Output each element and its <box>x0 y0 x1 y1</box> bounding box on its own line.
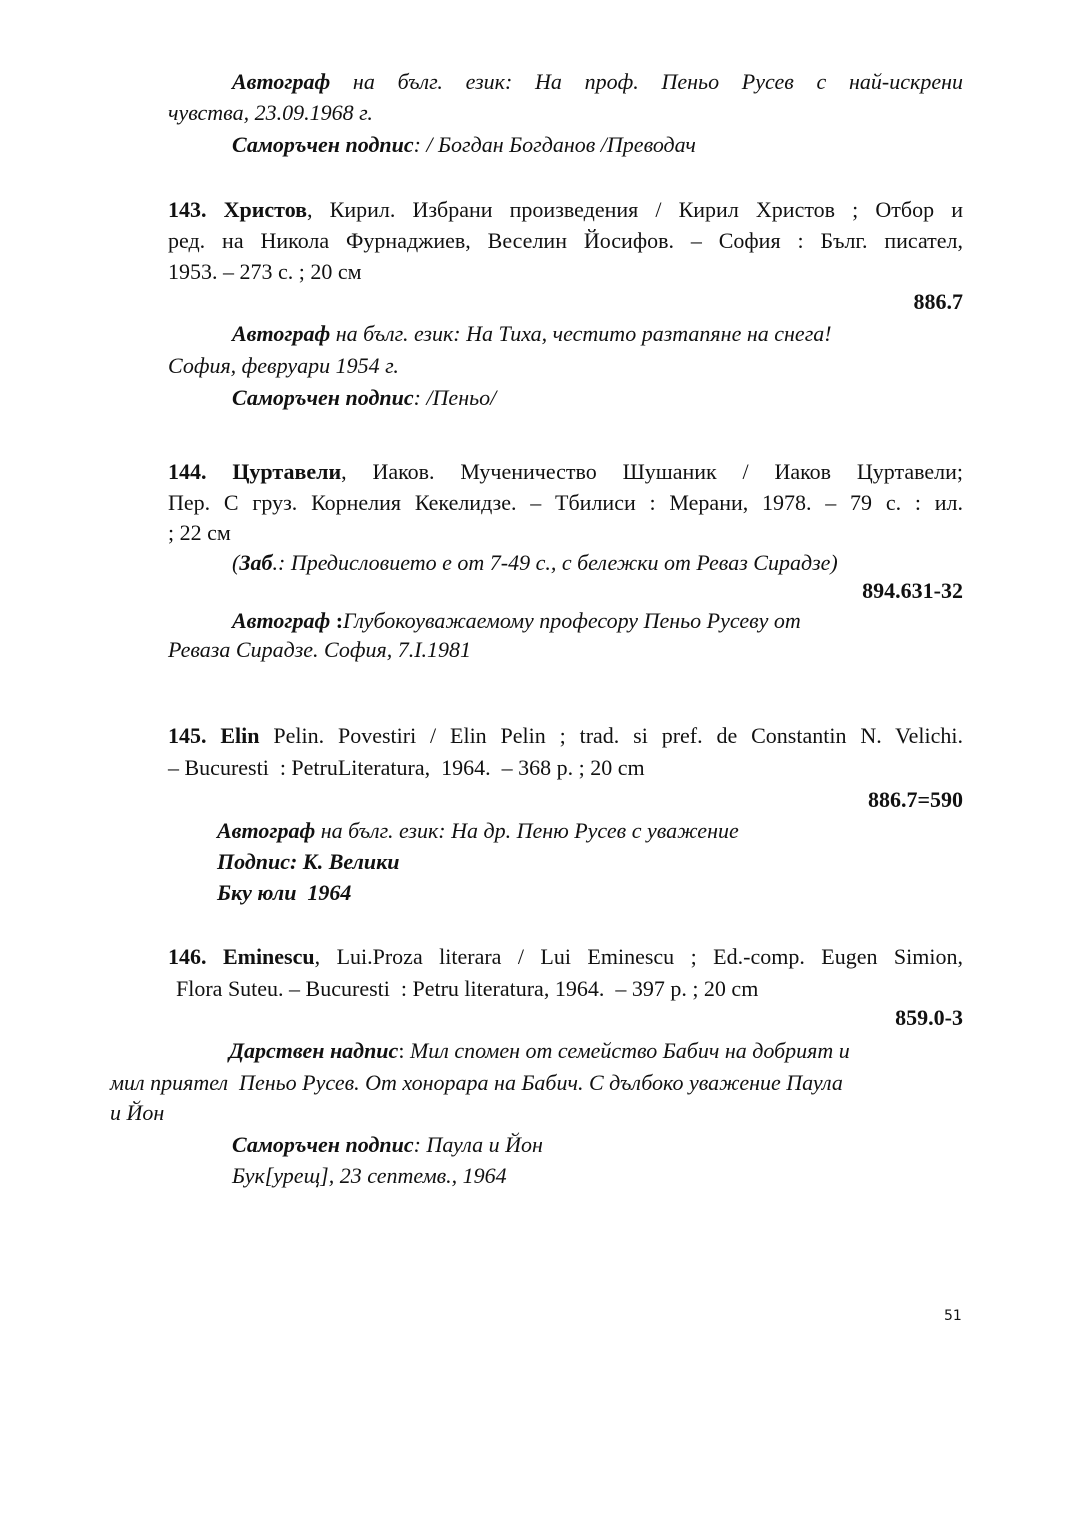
class-code: 886.7=590 <box>867 787 963 812</box>
note-paren: ( <box>232 550 240 575</box>
autograph-line <box>232 67 963 97</box>
autograph-label: Автограф <box>217 818 316 843</box>
signature-text: : / Богдан Богданов /Преводач <box>413 132 696 157</box>
entry-146-line-1 <box>168 942 963 972</box>
entry-144-line-3: ; 22 см <box>168 520 231 545</box>
autograph-text: Глубокоуважаемому професору Пеньо Русеву от <box>343 608 801 633</box>
dedication-text-cont: и Йон <box>110 1100 165 1125</box>
dedication-text-cont: мил приятел Пеньо Русев. От хонорара на Бабич. С дълбоко уважение Паула <box>110 1070 843 1095</box>
signature-line: Подпис: К. Велики <box>217 849 400 874</box>
entry-text: Pelin. Povestiri / Elin Pelin ; trad. si pref. de Constantin N. Velichi. <box>259 723 963 748</box>
autograph-text: на бълг. език: На проф. Пеньо Русев с най-искрени <box>330 69 963 94</box>
dedication-colon: : <box>398 1038 410 1063</box>
note-label: Заб <box>239 550 273 575</box>
autograph-text-cont: чувства, 23.09.1968 г. <box>168 100 373 125</box>
entry-146-line-2: Flora Suteu. – Bucuresti : Petru literatura, 1964. – 397 p. ; 20 cm <box>176 976 759 1001</box>
class-code: 886.7 <box>913 289 963 314</box>
entry-heading: 146. Eminescu <box>168 944 315 969</box>
autograph-text: на бълг. език: На Тиха, честито разтапяне на снега! <box>330 321 832 346</box>
autograph-colon: : <box>330 608 344 633</box>
entry-text: , Иаков. Мученичество Шушаник / Иаков Цуртавели; <box>341 459 964 484</box>
autograph-line <box>232 319 832 349</box>
place-date: Бку юли 1964 <box>217 880 352 905</box>
autograph-label: Автограф <box>232 69 331 94</box>
entry-text: , Lui.Proza literara / Lui Eminescu ; Ed.-comp. Eugen Simion, <box>314 944 963 969</box>
autograph-line <box>217 816 739 846</box>
signature-line <box>232 383 496 413</box>
class-code: 894.631-32 <box>862 578 963 603</box>
signature-label: Саморъчен подпис <box>232 1132 414 1157</box>
signature-line <box>232 1130 543 1160</box>
signature-label: Саморъчен подпис <box>232 132 414 157</box>
entry-text: , Кирил. Избрани произведения / Кирил Христов ; Отбор и <box>307 197 963 222</box>
dedication-line <box>229 1036 850 1066</box>
note-line <box>232 548 838 578</box>
entry-heading: 145. Elin <box>168 723 260 748</box>
entry-143-line-1 <box>168 195 963 225</box>
autograph-text: на бълг. език: На др. Пеню Русев с уважение <box>315 818 739 843</box>
autograph-line <box>232 606 801 636</box>
autograph-label: Автограф <box>232 321 331 346</box>
signature-text: : Паула и Йон <box>413 1132 543 1157</box>
autograph-label: Автограф <box>232 608 331 633</box>
signature-label: Саморъчен подпис <box>232 385 414 410</box>
entry-143-line-3: 1953. – 273 с. ; 20 см <box>168 259 362 284</box>
entry-heading: 144. Цуртавели <box>168 459 342 484</box>
dedication-label: Дарствен надпис <box>229 1038 399 1063</box>
entry-heading: 143. Христов <box>168 197 308 222</box>
page-number: 51 <box>944 1308 962 1324</box>
entry-145-line-2: – Bucuresti : PetruLiteratura, 1964. – 368 p. ; 20 cm <box>168 755 645 780</box>
note-text: .: Предисловието е от 7-49 с., с бележки от Реваз Сирадзе) <box>272 550 838 575</box>
autograph-text-cont: София, февруари 1954 г. <box>168 353 399 378</box>
class-code: 859.0-3 <box>895 1005 963 1030</box>
entry-145-line-1 <box>168 721 963 751</box>
dedication-text: Мил спомен от семейство Бабич на добрият и <box>409 1038 850 1063</box>
signature-line <box>232 130 696 160</box>
entry-144-line-1 <box>168 457 963 487</box>
entry-144-line-2: Пер. С груз. Корнелия Кекелидзе. – Тбилиси : Мерани, 1978. – 79 с. : ил. <box>168 490 963 515</box>
signature-text: : /Пеньо/ <box>413 385 497 410</box>
place-date: Бук[урещ], 23 септемв., 1964 <box>232 1163 507 1188</box>
autograph-text-cont: Реваза Сирадзе. София, 7.I.1981 <box>168 637 472 662</box>
entry-143-line-2: ред. на Никола Фурнаджиев, Веселин Йосифов. – София : Бълг. писател, <box>168 228 963 253</box>
